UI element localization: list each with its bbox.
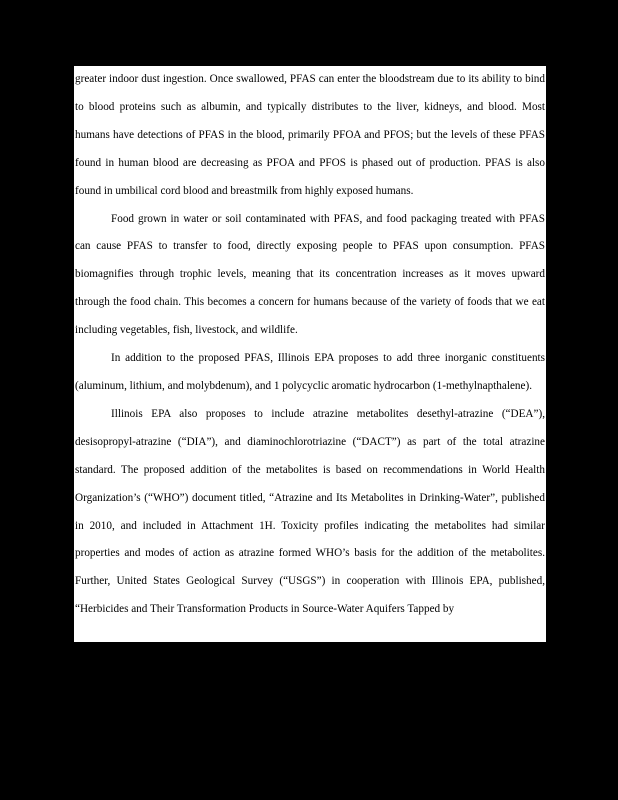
- paragraph-pfas-exposure: greater indoor dust ingestion. Once swallowed, PFAS can enter the bloodstream due to its ability to bind to blood proteins such as albumin, and typically distributes to the liver, kidneys, and blood. Most humans have detections of PFAS in the blood, primarily PFOA and PFOS; but the levels of these PFAS found in human blood are decreasing as PFOA and PFOS is phased out of production. PFAS is also found in umbilical cord blood and breastmilk from highly exposed humans.: [75, 73, 545, 197]
- paragraph-atrazine-metabolites: Illinois EPA also proposes to include atrazine metabolites desethyl-atrazine (“DEA”), desisopropyl-atrazine (“DIA”), and diaminochlorotriazine (“DACT”) as part of the total atrazine standard. The proposed addition of the metabolites is based on recommendations in World Health Organization’s (“WHO”) document titled, “Atrazine and Its Metabolites in Drinking-Water”, published in 2010, and included in Attachment 1H. Toxicity profiles indicating the metabolites had similar properties and modes of action as atrazine formed WHO’s basis for the addition of the metabolites. Further, United States Geological Survey (“USGS”) in cooperation with Illinois EPA, published, “Herbicides and Their Transformation Products in Source-Water Aquifers Tapped by: [75, 407, 545, 616]
- paragraph-food-contamination: Food grown in water or soil contaminated with PFAS, and food packaging treated with PFAS can cause PFAS to transfer to food, directly exposing people to PFAS upon consumption. PFAS biomagnifies through trophic levels, meaning that its concentration increases as it moves upward through the food chain. This becomes a concern for humans because of the variety of foods that we eat including vegetables, fish, livestock, and wildlife.: [75, 212, 545, 337]
- document-text-area: [74, 66, 546, 642]
- paragraph-additional-constituents: In addition to the proposed PFAS, Illinois EPA proposes to add three inorganic constituents (aluminum, lithium, and molybdenum), and 1 polycyclic aromatic hydrocarbon (1-methylnapthalene).: [75, 352, 545, 392]
